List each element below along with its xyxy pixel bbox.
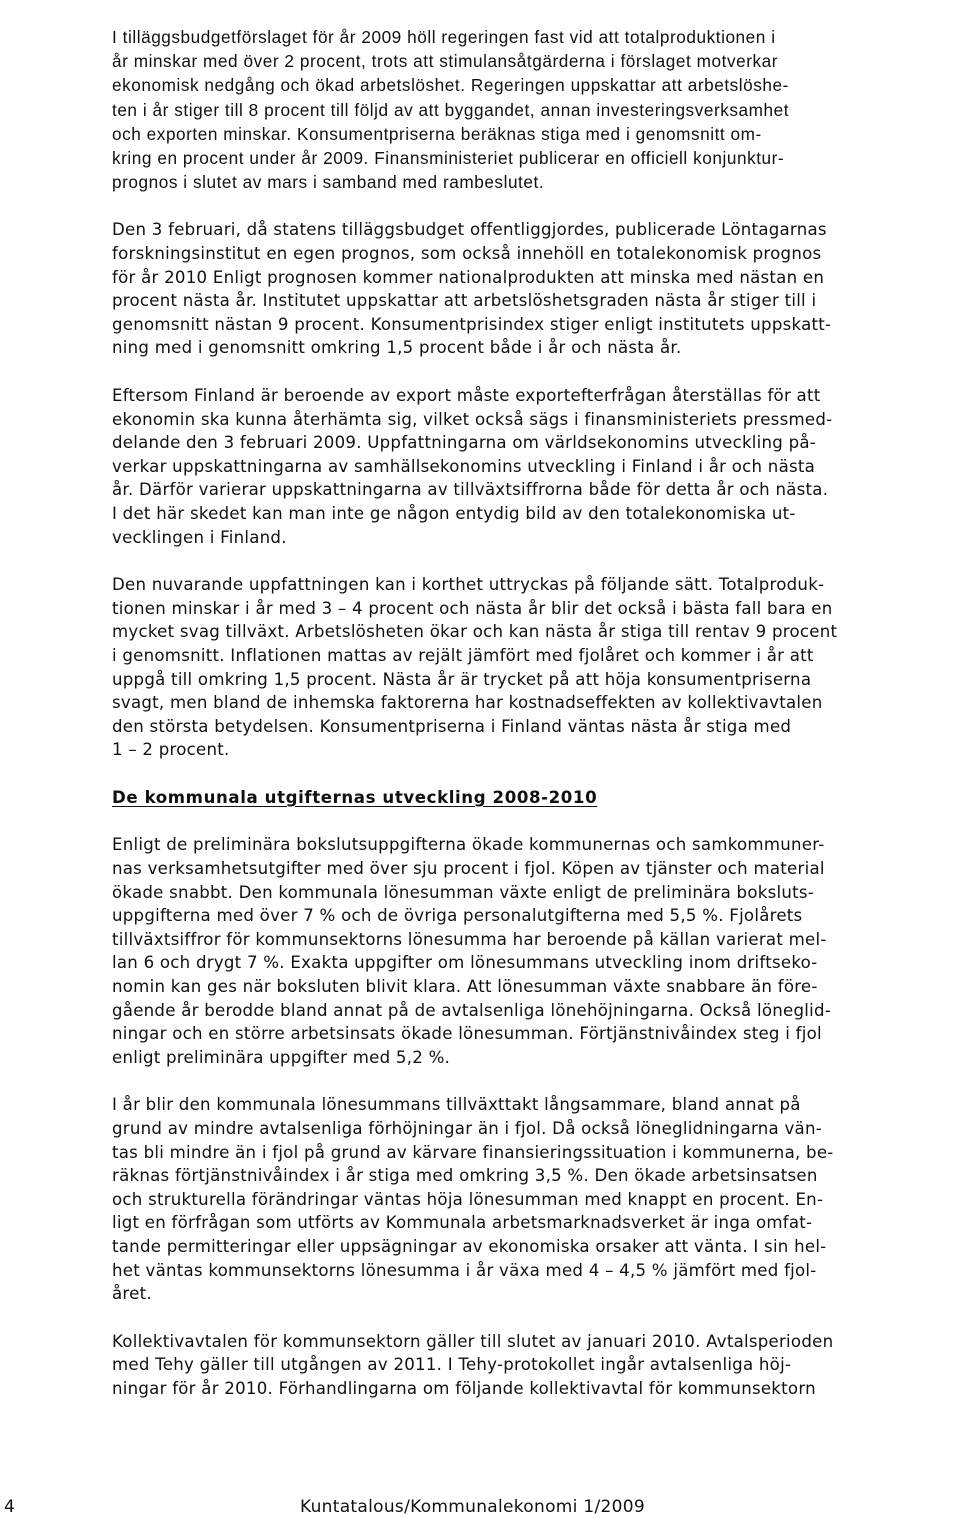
paragraph-gap [112, 1306, 944, 1330]
paragraph-wage-growth: I år blir den kommunala lönesummans tillväxttakt långsammare, bland annat på grund av mindre avtalsenliga förhöjningar än i fjol. Då också löneglidningarna vän- tas bli mindre än i fjol på grund av kärvare finansieringssituation i kommunerna, be- räknas förtjänstnivåindex i år stiga med omkring 3,5 %. Den ökade arbetsinsatsen och strukturella förändringar väntas höja lönesumman med knappt en procent. En- ligt en förfrågan som utförts av Kommunala arbetsmarknadsverket är inga omfat- tande permitteringar eller uppsägningar av ekonomiska orsaker att vänta. I sin hel- het väntas kommunsektorns lönesumma i år växa med 4 – 4,5 % jämfört med fjol- året. [112, 1095, 834, 1304]
paragraph-export-demand: Eftersom Finland är beroende av export måste exportefterfrågan återställas för att ekonomin ska kunna återhämta sig, vilket också sägs i finansministeriets pressmed- delande den 3 februari 2009. Uppfattningarna om världsekonomins utveckling på- verkar uppskattningarna av samhällsekonomins utveckling i Finland i år och nästa år. Därför varierar uppskattningarna av tillväxtsiffrorna både för detta år och nästa. I det här skedet kan man inte ge någon entydig bild av den totalekonomiska ut- vecklingen i Finland. [112, 385, 833, 547]
paragraph-gap [112, 549, 944, 573]
section-heading: De kommunala utgifternas utveckling 2008-2010 [112, 787, 598, 807]
paragraph-gap [112, 809, 944, 833]
paragraph-gap [112, 1069, 944, 1093]
publication-title: Kuntatalous/Kommunalekonomi 1/2009 [300, 1497, 645, 1517]
paragraph-preliminary-accounts: Enligt de preliminära bokslutsuppgifterna ökade kommunernas och samkommuner- nas verksamhetsutgifter med över sju procent i fjol. Köpen av tjänster och material ökade snabbt. Den kommunala lönesumman växte enligt de preliminära boksluts- uppgifterna med över 7 % och de övriga personalutgifterna med 5,5 %. Fjolårets tillväxtsiffror för kommunsektorns lönesumma har beroende på källan varierat mel- lan 6 och drygt 7 %. Exakta uppgifter om lönesummans utveckling inom driftseko- nomin kan ges när boksluten blivit klara. Att lönesumman växte snabbare än före- gående år berodde bland annat på de avtalsenliga lönehöjningarna. Också löneglid- ningar och en större arbetsinsats ökade lönesumman. Förtjänstnivåindex steg i fjol enligt preliminära uppgifter med 5,2 %. [112, 835, 832, 1067]
page-number: 4 [4, 1497, 16, 1517]
paragraph-collective-agreements: Kollektivavtalen för kommunsektorn gäller till slutet av januari 2010. Avtalsperioden med Tehy gäller till utgången av 2011. I Tehy-protokollet ingår avtalsenliga höj- ningar för år 2010. Förhandlingarna om följande kollektivavtal för kommunsektorn [112, 1331, 834, 1398]
paragraph-forecast-institute: Den 3 februari, då statens tilläggsbudget offentliggjordes, publicerade Löntagarnas forskningsinstitut en egen prognos, som också innehöll en totalekonomisk prognos för år 2010 Enligt prognosen kommer nationalprodukten att minska med nästan en procent nästa år. Institutet uppskattar att arbetslöshetsgraden nästa år stiger till i genomsnitt nästan 9 procent. Konsumentprisindex stiger enligt institutets uppskatt- ning med i genomsnitt omkring 1,5 procent både i år och nästa år. [112, 220, 832, 358]
paragraph-gap [112, 360, 944, 384]
paragraph-supplementary-budget: I tilläggsbudgetförslaget för år 2009 höll regeringen fast vid att totalproduktionen i år minskar med över 2 procent, trots att stimulansåtgärderna i förslaget motverkar ekonomisk nedgång och ökad arbetslöshet. Regeringen uppskattar att arbetslöshe- ten i år stiger till 8 procent till följd av att byggandet, annan investeringsverksamhet och exporten minskar. Konsumentpriserna beräknas stiga med i genomsnitt om- kring en procent under år 2009. Finansministeriet publicerar en officiell konjunktur- prognos i slutet av mars i samband med rambeslutet. [112, 27, 790, 193]
paragraph-gap [112, 194, 944, 218]
paragraph-gap [112, 762, 944, 786]
document-page [112, 25, 944, 1401]
paragraph-current-view: Den nuvarande uppfattningen kan i korthet uttryckas på följande sätt. Totalproduk- tionen minskar i år med 3 – 4 procent och nästa år blir det också i bästa fall bara en mycket svag tillväxt. Arbetslösheten ökar och kan nästa år stiga till rentav 9 procent i genomsnitt. Inflationen mattas av rejält jämfört med fjolåret och kommer i år att uppgå till omkring 1,5 procent. Nästa år är trycket på att höja konsumentpriserna svagt, men bland de inhemska faktorerna har kostnadseffekten av kollektivavtalen den största betydelsen. Konsumentpriserna i Finland väntas nästa år stiga med 1 – 2 procent. [112, 575, 838, 760]
